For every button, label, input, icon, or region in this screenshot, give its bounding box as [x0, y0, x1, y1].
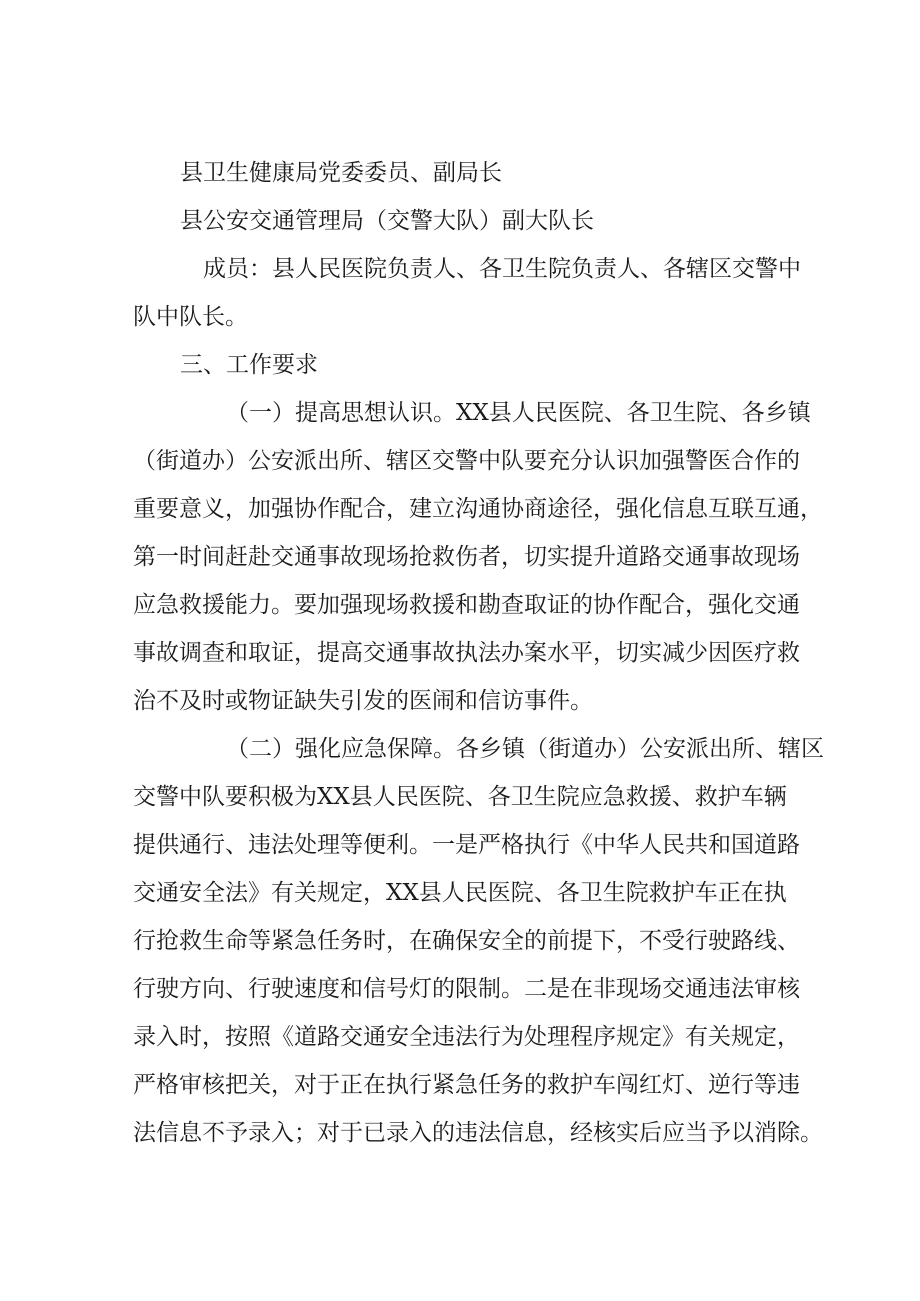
member-line-traffic-police: 县公安交通管理局（交警大队）副大队长 [180, 208, 594, 234]
members-paragraph-line-2: 队中队长。 [133, 304, 248, 330]
member-line-health-bureau: 县卫生健康局党委委员、副局长 [180, 160, 502, 186]
paragraph-2-line-8: 严格审核把关，对于正在执行紧急任务的救护车闯红灯、逆行等违 [133, 1072, 800, 1098]
paragraph-2-line-2: 交警中队要积极为XX县人民医院、各卫生院应急救援、救护车辆 [133, 784, 787, 810]
paragraph-1-line-2: （街道办）公安派出所、辖区交警中队要充分认识加强警医合作的 [133, 448, 800, 474]
paragraph-2-line-6: 行驶方向、行驶速度和信号灯的限制。二是在非现场交通违法审核 [133, 976, 800, 1002]
paragraph-1-line-6: 事故调查和取证，提高交通事故执法办案水平，切实减少因医疗救 [133, 640, 800, 666]
paragraph-2-line-7: 录入时，按照《道路交通安全违法行为处理程序规定》有关规定， [133, 1024, 800, 1050]
paragraph-2-line-9: 法信息不予录入；对于已录入的违法信息，经核实后应当予以消除。 [133, 1120, 823, 1146]
paragraph-1-line-5: 应急救援能力。要加强现场救援和勘查取证的协作配合，强化交通 [133, 592, 800, 618]
paragraph-1-line-7: 治不及时或物证缺失引发的医闹和信访事件。 [133, 688, 593, 714]
paragraph-2-line-3: 提供通行、违法处理等便利。一是严格执行《中华人民共和国道路 [133, 832, 800, 858]
paragraph-2-line-4: 交通安全法》有关规定，XX县人民医院、各卫生院救护车正在执 [133, 880, 787, 906]
paragraph-1-line-1: （一）提高思想认识。XX县人民医院、各卫生院、各乡镇 [226, 400, 811, 426]
paragraph-2-line-1: （二）强化应急保障。各乡镇（街道办）公安派出所、辖区 [226, 736, 824, 762]
paragraph-1-line-3: 重要意义，加强协作配合，建立沟通协商途径，强化信息互联互通， [133, 496, 823, 522]
paragraph-1-line-4: 第一时间赶赴交通事故现场抢救伤者，切实提升道路交通事故现场 [133, 544, 800, 570]
paragraph-2-line-5: 行抢救生命等紧急任务时，在确保安全的前提下，不受行驶路线、 [133, 928, 800, 954]
section-heading-work-requirements: 三、工作要求 [180, 352, 318, 378]
members-paragraph-line-1: 成员：县人民医院负责人、各卫生院负责人、各辖区交警中 [203, 256, 801, 282]
